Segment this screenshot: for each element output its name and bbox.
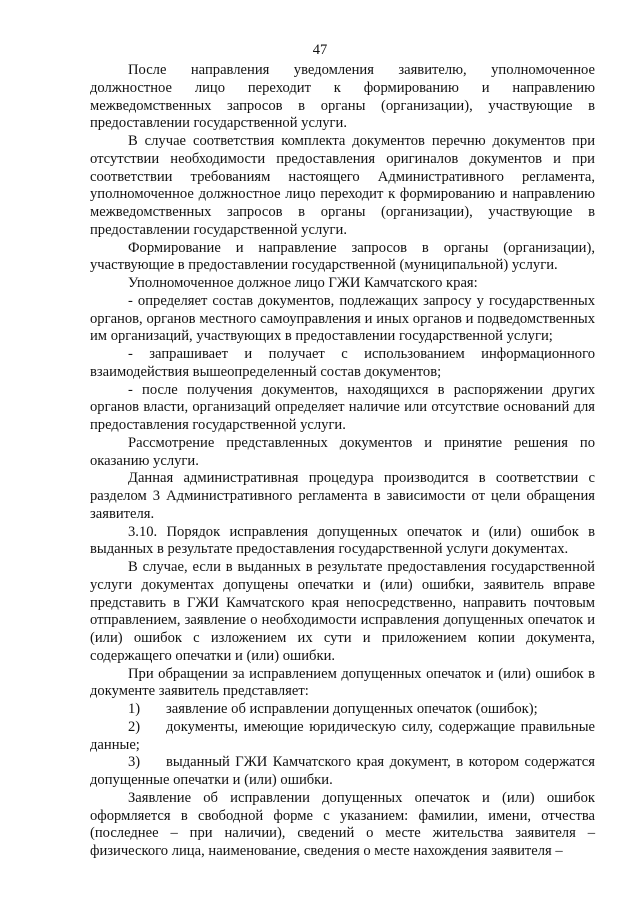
list-item-number: 3) [128,754,141,771]
paragraph: Заявление об исправлении допущенных опечаток и (или) ошибок оформляется в свободной форме с указанием: фамилии, имени, отчества (последнее – при наличии), сведений о месте жительства заявителя – физического лица, наименование, сведения о месте нахождения заявителя – [90,789,595,859]
list-item-text: заявление об исправлении допущенных опечаток (ошибок); [166,701,538,717]
paragraph: Формирование и направление запросов в органы (организации), участвующие в предоставлении государственной (муниципальной) услуги. [90,239,595,274]
paragraph: Рассмотрение представленных документов и принятие решения по оказанию услуги. [90,434,595,469]
list-item-text: выданный ГЖИ Камчатского края документ, в котором содержатся допущенные опечатки и (или) ошибки. [90,754,595,788]
paragraph: - запрашивает и получает с использованием информационного взаимодействия вышеопределенный состав документов; [90,346,595,380]
paragraph: В случае, если в выданных в результате предоставления государственной услуги документах допущены опечатки и (или) ошибки, заявитель вправе представить в ГЖИ Камчатского края непосредственно, направить почтовым отправлением, заявление о необходимости исправления допущенных опечаток и (или) ошибок с изложением их сути и приложением копии документа, содержащего опечатки и (или) ошибки. [90,559,595,664]
list-item [90,701,595,719]
paragraph: Уполномоченное должное лицо ГЖИ Камчатского края: [128,275,478,291]
paragraph: Данная административная процедура производится в соответствии с разделом 3 Административного регламента в зависимости от цели обращения заявителя. [90,470,595,522]
paragraph: При обращении за исправлением допущенных опечаток и (или) ошибок в документе заявитель представляет: [90,665,595,700]
paragraph: - после получения документов, находящихся в распоряжении других органов власти, организаций определяет наличие или отсутствие оснований для предоставления государственной услуги. [90,381,595,433]
paragraph: В случае соответствия комплекта документов перечню документов при отсутствии необходимости предоставления оригиналов документов и при соответствии требованиям настоящего Административного регламента, уполномоченное должностное лицо переходит к формированию и направлению межведомственных запросов в органы (организации), участвующие в предоставлении государственной услуги. [90,133,595,238]
section-heading: 3.10. Порядок исправления допущенных опечаток и (или) ошибок в выданных в результате предоставления государственной услуги документах. [90,523,595,558]
document-body [90,62,595,861]
list-item-number: 2) [128,718,141,735]
list-item [90,719,595,755]
paragraph: После направления уведомления заявителю, уполномоченное должностное лицо переходит к формированию и направлению межведомственных запросов в органы (организации), участвующие в предоставлении государственной услуги. [90,62,595,132]
list-item-number: 1) [128,701,141,717]
list-item [90,754,595,790]
list-item-text: документы, имеющие юридическую силу, содержащие правильные данные; [90,718,595,753]
page-number: 47 [312,42,328,58]
paragraph: - определяет состав документов, подлежащих запросу у государственных органов, органов местного самоуправления и иных органов и подведомственных им организаций, участвующих в предоставлении государственной услуги; [90,292,595,345]
